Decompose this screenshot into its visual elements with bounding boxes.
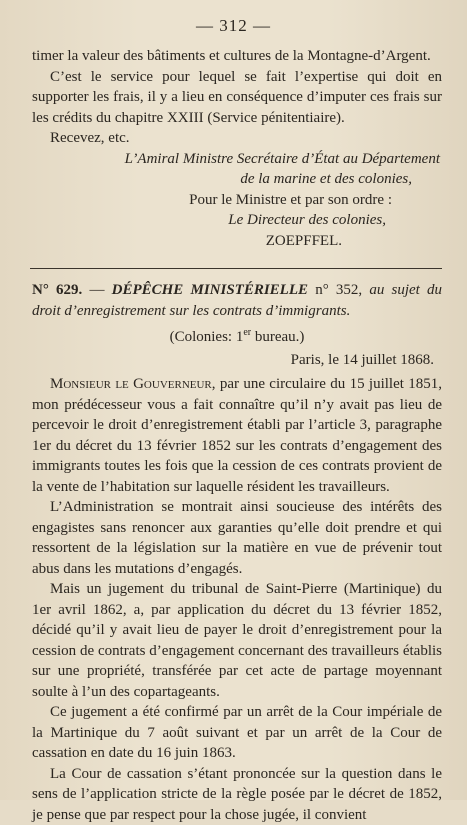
dispatch-dash: —: [82, 282, 111, 298]
signatory-title-2: de la marine et des colonies,: [32, 169, 442, 190]
body-paragraph-3: Mais un jugement du tribunal de Saint-Pierre (Martinique) du 1er avril 1862, a, par application du décret du 13 février 1852, décidé qu’il y avait lieu de payer le droit d’enregistrement pour la cession de contrats d’engagement concernant des travailleurs établis sur une propriété, transférée par cet acte de partage moyennant soulte à l’un des copartageants.: [32, 579, 442, 702]
bureau-prefix: (Colonies: 1: [170, 329, 244, 345]
salutation: Monsieur le Gouverneur,: [50, 376, 216, 392]
dispatch-title: DÉPÊCHE MINISTÉRIELLE: [112, 282, 308, 298]
continuation-text: timer la valeur des bâtiments et cultures de la Montagne-d’Argent.: [32, 46, 442, 67]
dispatch-date: Paris, le 14 juillet 1868.: [32, 350, 442, 371]
paragraph-service: C’est le service pour lequel se fait l’expertise qui doit en supporter les frais, il y a lieu en conséquence d’imputer ces frais sur les crédits du chapitre XXIII (Service pénitentiaire).: [32, 67, 442, 129]
dispatch-ref: n° 352,: [308, 282, 362, 298]
signatory-title: L’Amiral Ministre Secrétaire d’État au Département: [32, 149, 442, 170]
by-order-line: Pour le Ministre et par son ordre :: [32, 190, 442, 211]
signatory-name: ZOEPFFEL.: [32, 231, 442, 252]
closing-formula: Recevez, etc.: [32, 128, 442, 149]
body-paragraph-5: La Cour de cassation s’étant prononcée sur la question dans le sens de l’application stricte de la règle posée par le décret de 1852, je pense que par respect pour la chose jugée, il convient: [32, 764, 442, 825]
top-section: [32, 46, 442, 251]
dispatch-number: N° 629.: [32, 282, 82, 298]
body-paragraph-1: [32, 374, 442, 497]
director-line: Le Directeur des colonies,: [32, 210, 442, 231]
bureau-line: [32, 327, 442, 348]
bureau-suffix: bureau.): [251, 329, 304, 345]
dispatch-section: [32, 280, 442, 825]
bureau-superscript: er: [243, 327, 251, 338]
body-paragraph-4: Ce jugement a été confirmé par un arrêt de la Cour impériale de la Martinique du 7 août suivant et par un arrêt de la Cour de cassation en date du 16 juin 1863.: [32, 702, 442, 764]
section-divider: [30, 268, 442, 269]
paragraph-1-text: par une circulaire du 15 juillet 1851, mon prédécesseur vous a fait connaître qu’il n’y avait pas lieu de percevoir le droit d’enregistrement établi par l’article 3, paragraphe 1er du décret du 13 février 1852 sur les contrats d’engagement des immigrants toutes les fois que la cession de ces contrats provient de la vente de l’habitation sur laquelle résident les travailleurs.: [32, 376, 442, 495]
page-number: — 312 —: [0, 16, 467, 36]
dispatch-heading: [32, 280, 442, 321]
dispatch-subject: au sujet du droit d’enregistrement sur les contrats d’immigrants.: [32, 282, 442, 319]
body-paragraph-2: L’Administration se montrait ainsi soucieuse des intérêts des engagistes sans renoncer aux garanties qu’elle doit prendre et qui ressortent de la législation sur la matière en vue de prévenir tout abus dans les mutations d’engagés.: [32, 497, 442, 579]
